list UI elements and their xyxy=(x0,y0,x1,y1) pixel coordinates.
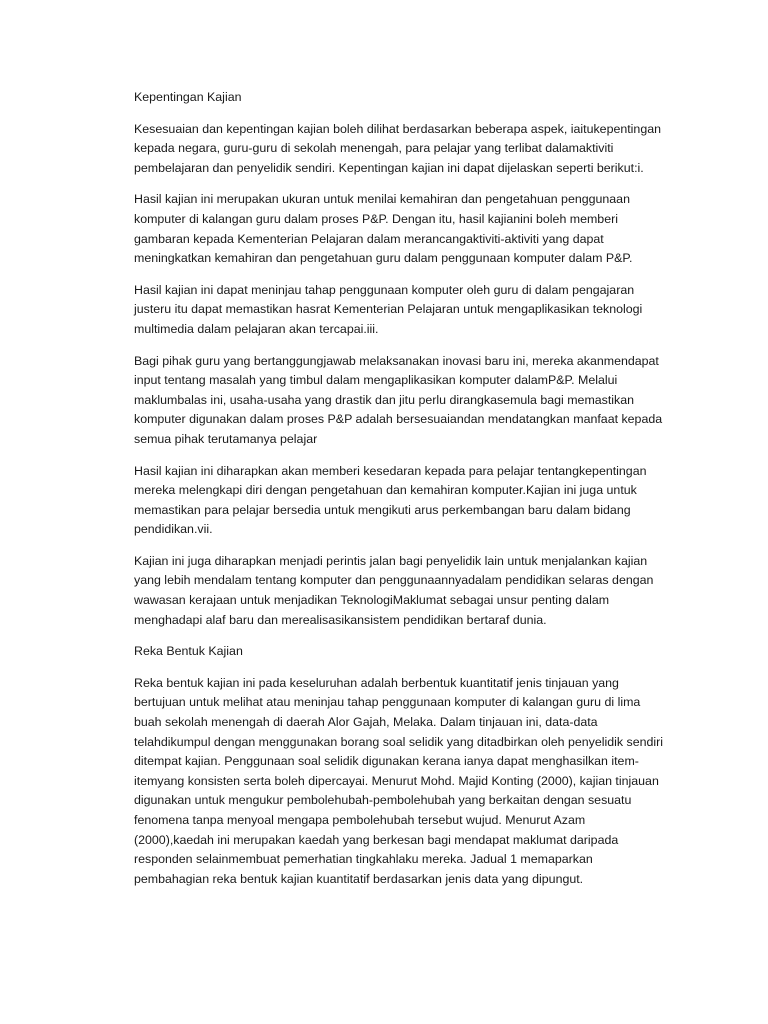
paragraph-line: telahdikumpul dengan menggunakan borang soal selidik yang ditadbirkan oleh penyelidik sendiri xyxy=(134,734,664,749)
section-reka-bentuk-body xyxy=(134,674,664,890)
paragraph-line: Kesesuaian dan kepentingan kajian boleh dilihat berdasarkan beberapa aspek, iaitukepentingan xyxy=(134,121,661,136)
paragraph-line: wawasan kerajaan untuk menjadikan TeknologiMaklumat sebagai unsur penting dalam xyxy=(134,593,610,608)
section-heading-kepentingan: Kepentingan Kajian xyxy=(134,90,242,104)
paragraph xyxy=(134,352,663,450)
document-page xyxy=(134,88,664,901)
paragraph-line: kepada negara, guru-guru di sekolah menengah, para pelajar yang terlibat dalamaktiviti xyxy=(134,141,614,156)
paragraph xyxy=(134,281,654,340)
paragraph-line: semua pihak terutamanya pelajar xyxy=(134,431,318,446)
paragraph-line: Hasil kajian ini merupakan ukuran untuk menilai kemahiran dan pengetahuan penggunaan xyxy=(134,192,630,207)
paragraph-line: ditempat kajian. Penggunaan soal selidik digunakan kerana ianya dapat menghasilkan item- xyxy=(134,754,639,769)
paragraph-line: gambaran kepada Kementerian Pelajaran dalam merancangaktiviti-aktiviti yang dapat xyxy=(134,231,604,246)
paragraph-line: Bagi pihak guru yang bertanggungjawab melaksanakan inovasi baru ini, mereka akanmendapat xyxy=(134,353,659,368)
paragraph-line: meningkatkan kemahiran dan pengetahuan guru dalam penggunaan komputer dalam P&P. xyxy=(134,251,633,266)
paragraph xyxy=(134,120,661,179)
paragraph-line: mereka melengkapi diri dengan pengetahuan dan kemahiran komputer.Kajian ini juga untuk xyxy=(134,483,637,498)
paragraph-line: input tentang masalah yang timbul dalam mengaplikasikan komputer dalamP&P. Melalui xyxy=(134,373,618,388)
section-kepentingan-body xyxy=(134,120,663,631)
paragraph-line: justeru itu dapat memastikan hasrat Kementerian Pelajaran untuk mengaplikasikan teknologi xyxy=(134,302,643,317)
paragraph-line: Hasil kajian ini dapat meninjau tahap penggunaan komputer oleh guru di dalam pengajaran xyxy=(134,282,635,297)
paragraph-line: Hasil kajian ini diharapkan akan memberi kesedaran kepada para pelajar tentangkepentingan xyxy=(134,463,647,478)
paragraph-line: yang lebih mendalam tentang komputer dan penggunaannyadalam pendidikan selaras dengan xyxy=(134,573,654,588)
paragraph-line: fenomena tanpa menyoal mengapa pembolehubah tersebut wujud. Menurut Azam xyxy=(134,813,586,827)
paragraph-line: Kajian ini juga diharapkan menjadi perintis jalan bagi penyelidik lain untuk menjalankan kajian xyxy=(134,553,648,568)
paragraph-line: itemyang konsisten serta boleh dipercayai. Menurut Mohd. Majid Konting (2000), kajian tinjauan xyxy=(134,773,659,788)
paragraph-line: memastikan para pelajar bersedia untuk mengikuti arus perkembangan baru dalam bidang xyxy=(134,502,631,517)
paragraph-line: buah sekolah menengah di daerah Alor Gajah, Melaka. Dalam tinjauan ini, data-data xyxy=(134,715,598,730)
paragraph-line: responden selainmembuat pemerhatian tingkahlaku mereka. Jadual 1 memaparkan xyxy=(134,852,593,867)
paragraph-line: Reka bentuk kajian ini pada keseluruhan adalah berbentuk kuantitatif jenis tinjauan yang xyxy=(134,675,619,690)
paragraph-line: pembahagian reka bentuk kajian kuantitatif berdasarkan jenis data yang dipungut. xyxy=(134,871,584,886)
paragraph-line: pembelajaran dan penyelidik sendiri. Kepentingan kajian ini dapat dijelaskan seperti berikut:i. xyxy=(134,160,644,175)
paragraph-line: bertujuan untuk melihat atau meninjau tahap penggunaan komputer di kalangan guru di lima xyxy=(134,695,641,710)
paragraph-line: menghadapi alaf baru dan merealisasikansistem pendidikan bertaraf dunia. xyxy=(134,612,547,627)
paragraph-line: maklumbalas ini, usaha-usaha yang drastik dan jitu perlu dirangkasemula bagi memastikan xyxy=(134,392,635,407)
paragraph-line: komputer digunakan dalam proses P&P adalah bersesuaiandan mendatangkan manfaat kepada xyxy=(134,412,663,427)
paragraph-line: digunakan untuk mengukur pembolehubah-pembolehubah yang berkaitan dengan sesuatu xyxy=(134,793,632,808)
paragraph-line: pendidikan.vii. xyxy=(134,522,213,537)
paragraph xyxy=(134,674,664,890)
paragraph-line: (2000),kaedah ini merupakan kaedah yang berkesan bagi mendapat maklumat daripada xyxy=(134,832,619,847)
section-heading-reka-bentuk: Reka Bentuk Kajian xyxy=(134,644,243,659)
paragraph-line: komputer di kalangan guru dalam proses P&P. Dengan itu, hasil kajianini boleh memberi xyxy=(134,211,618,226)
paragraph-line: multimedia dalam pelajaran akan tercapai.iii. xyxy=(134,321,379,336)
paragraph xyxy=(134,552,654,630)
paragraph xyxy=(134,462,654,540)
paragraph xyxy=(134,190,654,268)
